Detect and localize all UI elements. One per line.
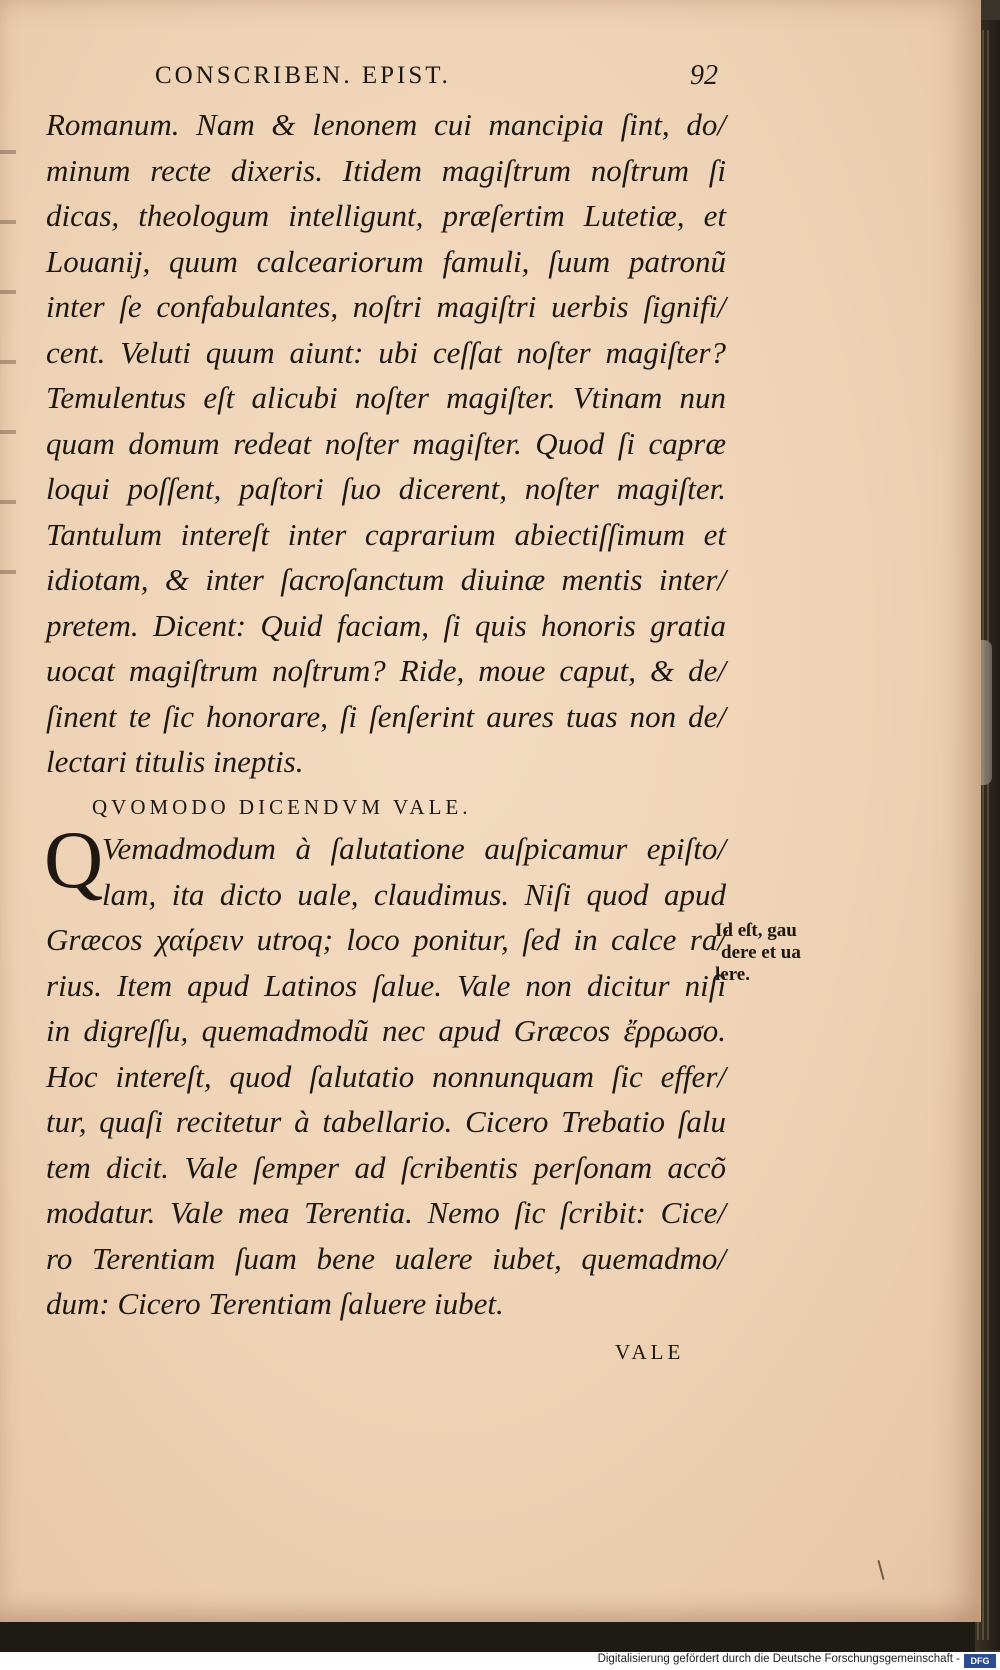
page-number: 92 bbox=[690, 60, 718, 91]
marginal-note-line: Id eſt, gau bbox=[715, 920, 797, 941]
text-line: loqui poſſent, paſtori ſuo dicerent, noſter magiſter. bbox=[46, 471, 726, 506]
text-line: idiotam, & inter ſacroſanctum diuinæ mentis inter/ bbox=[46, 562, 726, 597]
text-line: ſinent te ſic honorare, ſi ſenſerint aures tuas non de/ bbox=[46, 698, 726, 734]
text-line: quam domum redeat noſter magiſter. Quod ſi capræ bbox=[46, 425, 726, 461]
footer-credit: Digitalisierung gefördert durch die Deutsche Forschungsgemeinschaft - bbox=[597, 1653, 960, 1665]
text-line: modatur. Vale mea Terentia. Nemo ſic ſcribit: Cice/ bbox=[46, 1195, 726, 1230]
text-line: Temulentus eſt alicubi noſter magiſter. Vtinam nun bbox=[46, 380, 726, 415]
footer-bar bbox=[0, 1652, 1000, 1670]
gutter-marks bbox=[0, 120, 16, 600]
text-line: Hoc intereſt, quod ſalutatio nonnunquam ſic effer/ bbox=[46, 1058, 726, 1094]
text-line: rius. Item apud Latinos ſalue. Vale non dicitur niſi bbox=[46, 967, 726, 1003]
marginal-note bbox=[715, 920, 835, 986]
ink-mark bbox=[877, 1560, 884, 1580]
marginal-note-line: lere. bbox=[715, 964, 750, 985]
text-line: Græcos χαίρειν utroq; loco ponitur, ſed in calce ra/ bbox=[46, 922, 726, 957]
text-line: pretem. Dicent: Quid faciam, ſi quis honoris gratia bbox=[46, 607, 726, 643]
text-line: Tantulum intereſt inter caprarium abiectiſſimum et bbox=[46, 516, 726, 552]
text-line: Louanij, quum calceariorum famuli, ſuum patronũ bbox=[46, 243, 726, 279]
text-line: Vemadmodum à ſalutatione auſpicamur epiſto/ bbox=[102, 831, 726, 866]
text-line: tem dicit. Vale ſemper ad ſcribentis perſonam accõ bbox=[46, 1149, 726, 1185]
section-heading: QVOMODO DICENDVM VALE. bbox=[92, 795, 472, 819]
text-line: inter ſe confabulantes, noſtri magiſtri uerbis ſignifi/ bbox=[46, 289, 726, 324]
text-line: uocat magiſtrum noſtrum? Ride, moue caput, & de/ bbox=[46, 653, 726, 688]
text-line: ro Terentiam ſuam bene ualere iubet, quemadmo/ bbox=[46, 1240, 726, 1276]
page-bottom-shadow bbox=[0, 1622, 975, 1652]
marginal-note-line: dere et ua bbox=[721, 942, 801, 963]
body-text bbox=[46, 102, 726, 785]
catchword: VALE bbox=[615, 1340, 685, 1364]
text-line: dicas, theologum intelligunt, præſertim Lutetiæ, et bbox=[46, 198, 726, 233]
text-line: Romanum. Nam & lenonem cui mancipia ſint, do/ bbox=[46, 107, 726, 142]
drop-cap: Q bbox=[44, 814, 104, 905]
text-line: dum: Cicero Terentiam ſaluere iubet. bbox=[46, 1286, 504, 1321]
section-text bbox=[46, 826, 726, 1327]
text-line: lam, ita dicto uale, claudimus. Niſi quod apud bbox=[102, 876, 726, 912]
text-line: cent. Veluti quum aiunt: ubi ceſſat noſter magiſter? bbox=[46, 334, 726, 370]
text-line: lectari titulis ineptis. bbox=[46, 744, 304, 779]
text-line: minum recte dixeris. Itidem magiſtrum noſtrum ſi bbox=[46, 152, 726, 188]
text-line: tur, quaſi recitetur à tabellario. Cicero Trebatio ſalu bbox=[46, 1104, 726, 1139]
dfg-logo-icon: DFG bbox=[964, 1654, 996, 1668]
text-line: in digreſſu, quemadmodũ nec apud Græcos ἔρρωσο. bbox=[46, 1013, 726, 1048]
running-head: CONSCRIBEN. EPIST. bbox=[155, 62, 451, 89]
